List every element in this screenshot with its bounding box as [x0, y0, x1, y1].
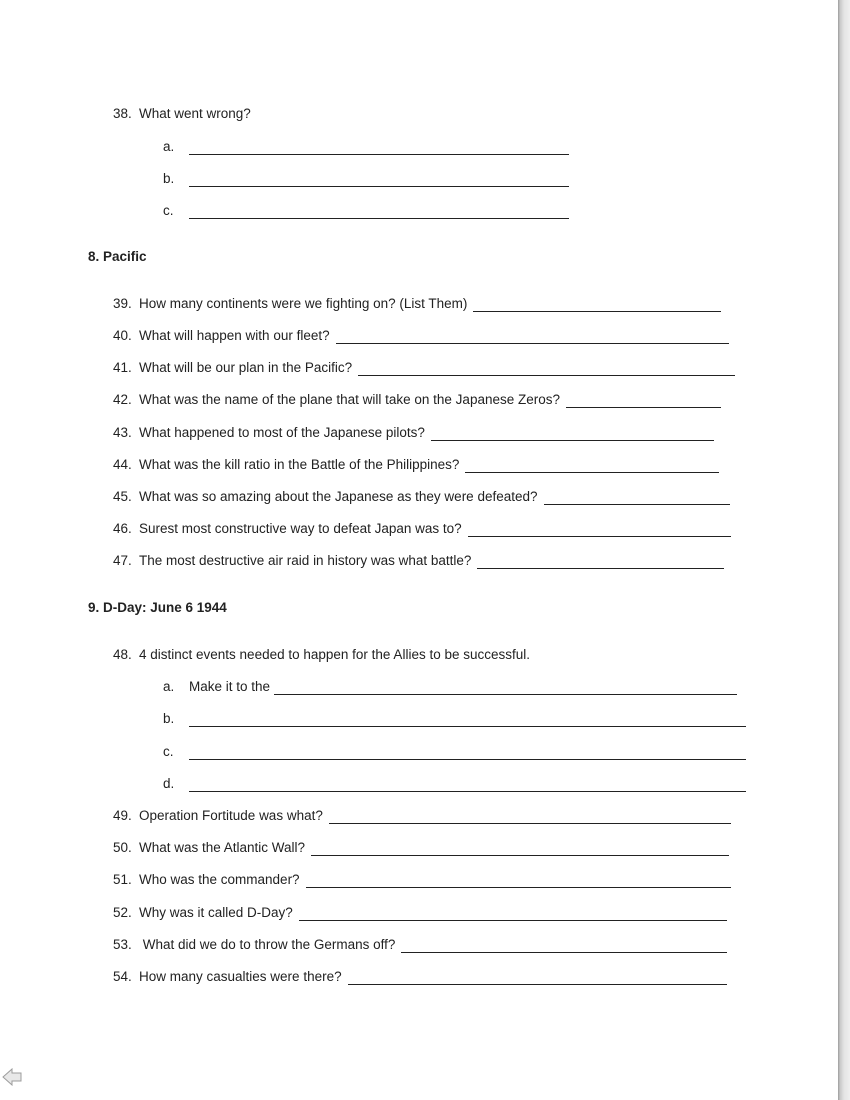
- question-51: [113, 872, 731, 888]
- answer-48d: [163, 776, 746, 792]
- question-number: 44.: [113, 457, 132, 472]
- question-number: 42.: [113, 392, 132, 407]
- question-text: How many continents were we fighting on? (List Them): [139, 296, 468, 311]
- answer-line[interactable]: [274, 682, 737, 695]
- answer-line[interactable]: [189, 142, 569, 155]
- question-41: [113, 360, 735, 376]
- question-text: Why was it called D-Day?: [139, 905, 293, 920]
- question-number: 51.: [113, 872, 132, 887]
- question-44: [113, 457, 719, 473]
- question-39: [113, 296, 721, 312]
- answer-38a: [163, 139, 569, 155]
- answer-48c: [163, 744, 746, 760]
- question-text: What will be our plan in the Pacific?: [139, 360, 353, 375]
- question-text: What happened to most of the Japanese pilots?: [139, 425, 425, 440]
- answer-48b: [163, 711, 746, 727]
- question-text: What was the kill ratio in the Battle of the Philippines?: [139, 457, 460, 472]
- answer-prefix: Make it to the: [189, 679, 271, 694]
- answer-line[interactable]: [401, 940, 727, 953]
- answer-48a: [163, 679, 737, 695]
- page-shadow-edge: [838, 0, 850, 1100]
- question-number: 53.: [113, 937, 132, 952]
- question-text: Surest most constructive way to defeat Japan was to?: [139, 521, 462, 536]
- question-text: What was the Atlantic Wall?: [139, 840, 306, 855]
- question-text: What did we do to throw the Germans off?: [139, 937, 396, 952]
- answer-line[interactable]: [189, 174, 569, 187]
- answer-line[interactable]: [544, 492, 730, 505]
- answer-line[interactable]: [348, 972, 727, 985]
- answer-letter: a.: [163, 679, 175, 694]
- answer-line[interactable]: [431, 428, 714, 441]
- answer-letter: b.: [163, 711, 175, 726]
- answer-letter: c.: [163, 203, 174, 218]
- question-number: 52.: [113, 905, 132, 920]
- question-number: 50.: [113, 840, 132, 855]
- question-text: What will happen with our fleet?: [139, 328, 330, 343]
- answer-line[interactable]: [566, 395, 721, 408]
- answer-line[interactable]: [311, 843, 729, 856]
- question-number: 38.: [113, 106, 132, 121]
- section-heading-pacific: 8. Pacific: [88, 249, 147, 264]
- answer-letter: b.: [163, 171, 175, 186]
- question-text: Who was the commander?: [139, 872, 300, 887]
- answer-line[interactable]: [358, 363, 735, 376]
- answer-line[interactable]: [329, 811, 731, 824]
- answer-38c: [163, 203, 569, 219]
- question-43: [113, 425, 714, 441]
- answer-letter: d.: [163, 776, 175, 791]
- question-47: [113, 553, 724, 569]
- answer-line[interactable]: [299, 908, 727, 921]
- answer-38b: [163, 171, 569, 187]
- answer-line[interactable]: [306, 875, 731, 888]
- question-text: What was the name of the plane that will take on the Japanese Zeros?: [139, 392, 560, 407]
- question-number: 39.: [113, 296, 132, 311]
- question-text: What was so amazing about the Japanese as they were defeated?: [139, 489, 538, 504]
- question-46: [113, 521, 731, 537]
- answer-line[interactable]: [189, 779, 746, 792]
- question-52: [113, 905, 727, 921]
- question-42: [113, 392, 721, 408]
- question-53: [113, 937, 727, 953]
- question-number: 41.: [113, 360, 132, 375]
- question-50: [113, 840, 729, 856]
- back-arrow-icon[interactable]: [2, 1068, 22, 1091]
- answer-line[interactable]: [336, 331, 729, 344]
- section-heading-d-day: 9. D-Day: June 6 1944: [88, 600, 227, 615]
- question-38: [113, 106, 251, 122]
- answer-line[interactable]: [189, 747, 746, 760]
- answer-line[interactable]: [468, 524, 731, 537]
- answer-line[interactable]: [465, 460, 719, 473]
- question-text: What went wrong?: [139, 106, 251, 121]
- question-48: [113, 647, 530, 663]
- question-45: [113, 489, 730, 505]
- answer-line[interactable]: [477, 556, 724, 569]
- question-49: [113, 808, 731, 824]
- question-54: [113, 969, 727, 985]
- answer-letter: a.: [163, 139, 175, 154]
- question-number: 48.: [113, 647, 132, 662]
- answer-line[interactable]: [189, 714, 746, 727]
- question-text: The most destructive air raid in history was what battle?: [139, 553, 472, 568]
- answer-letter: c.: [163, 744, 174, 759]
- question-40: [113, 328, 729, 344]
- question-number: 45.: [113, 489, 132, 504]
- question-number: 40.: [113, 328, 132, 343]
- question-number: 46.: [113, 521, 132, 536]
- question-number: 47.: [113, 553, 132, 568]
- answer-line[interactable]: [473, 299, 721, 312]
- question-number: 49.: [113, 808, 132, 823]
- answer-line[interactable]: [189, 206, 569, 219]
- question-text: How many casualties were there?: [139, 969, 342, 984]
- question-text: 4 distinct events needed to happen for the Allies to be successful.: [139, 647, 530, 662]
- question-number: 54.: [113, 969, 132, 984]
- question-number: 43.: [113, 425, 132, 440]
- question-text: Operation Fortitude was what?: [139, 808, 323, 823]
